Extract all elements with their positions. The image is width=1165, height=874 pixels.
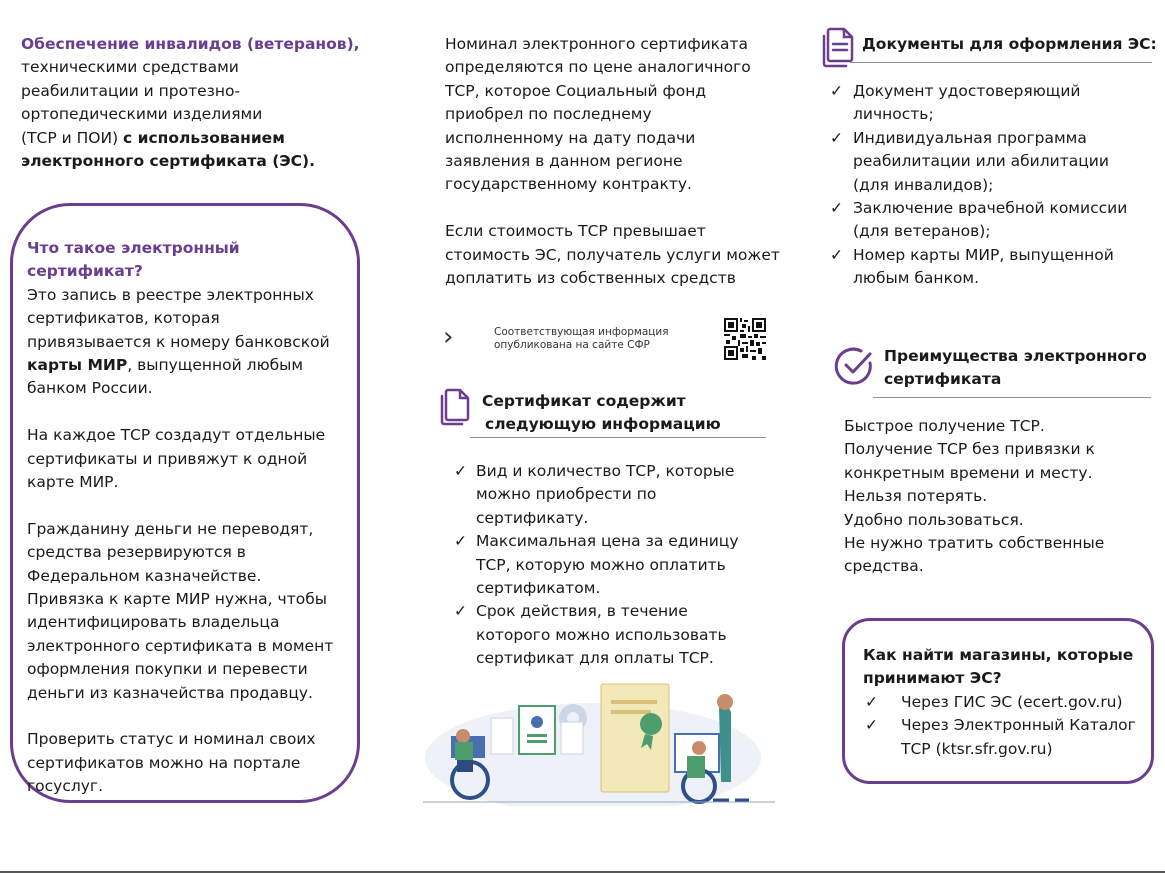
text-line: сертификатов можно на портале — [27, 753, 301, 772]
advantages-list — [844, 415, 1104, 579]
list-item-line: Вид и количество ТСР, которые — [476, 462, 735, 480]
shop-source-item — [865, 714, 1148, 761]
document-item — [830, 244, 1150, 291]
heading-line: сертификата — [884, 370, 1002, 389]
text-line: средства резервируются в — [27, 543, 246, 562]
advantage-line: Быстрое получение ТСР. — [844, 417, 1045, 435]
advantage-line: средства. — [844, 557, 924, 576]
text-line: идентифицировать владельца — [27, 613, 280, 632]
documents-list — [830, 80, 1150, 291]
list-item-line: Заключение врачебной комиссии — [853, 199, 1128, 218]
intro-bold: с использованием — [123, 128, 285, 147]
list-item-line: (для ветеранов); — [853, 222, 991, 241]
text-line: оформления покупки и перевести — [27, 660, 308, 679]
check-icon: ✓ — [454, 532, 467, 551]
advantage-line: Нельзя потерять. — [844, 487, 988, 506]
text-line: привязывается к номеру банковской — [27, 332, 330, 351]
text-line: Номинал электронного сертификата — [445, 35, 749, 53]
text-line: Федеральном казначействе. — [27, 566, 262, 585]
text-line: сертификаты и привяжут к одной — [27, 449, 308, 468]
text-line: карте МИР. — [27, 473, 119, 492]
what-is-certificate-text — [27, 237, 357, 799]
text-line: Если стоимость ТСР превышает — [445, 222, 706, 241]
cert-info-item — [454, 460, 784, 530]
text-line: Гражданину деньги не переводят, — [27, 519, 314, 538]
advantage-line: конкретным времени и месту. — [844, 463, 1093, 482]
list-item-line: сертификат для оплаты ТСР. — [476, 649, 714, 668]
check-icon: ✓ — [830, 82, 843, 100]
list-item-line: которого можно использовать — [476, 625, 727, 644]
intro-block — [21, 33, 360, 173]
intro-title: Обеспечение инвалидов (ветеранов), — [21, 35, 360, 53]
check-icon: ✓ — [454, 602, 467, 621]
text-line: приобрел по последнему — [445, 105, 652, 124]
document-item — [830, 127, 1150, 197]
list-item-line: реабилитации или абилитации — [853, 152, 1109, 171]
box-heading-line: принимают ЭС? — [863, 669, 1002, 688]
heading-line: следующую информацию — [485, 415, 721, 434]
cert-info-list — [454, 460, 784, 671]
note-line: опубликована на сайте СФР — [494, 339, 650, 351]
intro-line: ортопедическими изделиями — [21, 105, 263, 124]
advantage-line: Не нужно тратить собственные — [844, 534, 1105, 553]
text-line: Привязка к карте МИР нужна, чтобы — [27, 590, 328, 609]
divider — [470, 437, 766, 438]
docs-heading: Документы для оформления ЭС: — [862, 35, 1157, 53]
text-line: Это запись в реестре электронных — [27, 285, 314, 304]
documents-icon — [439, 388, 471, 426]
shop-source-item — [865, 691, 1148, 714]
list-item-line: Номер карты МИР, выпущенной — [853, 245, 1114, 264]
intro-line: реабилитации и протезно- — [21, 81, 241, 100]
text-line: государственному контракту. — [445, 175, 692, 194]
list-item-line: ТСР, которую можно оплатить — [476, 555, 726, 574]
list-item-line: Через ГИС ЭС (ecert.gov.ru) — [901, 692, 1123, 711]
check-icon: ✓ — [830, 128, 843, 147]
check-icon: ✓ — [865, 692, 878, 711]
advantage-line: Удобно пользоваться. — [844, 510, 1024, 529]
advantages-heading — [884, 345, 1147, 392]
text-line: определяются по цене аналогичного — [445, 58, 751, 77]
heading-line: Сертификат содержит — [482, 392, 686, 410]
intro-line-bold: электронного сертификата (ЭС). — [21, 152, 316, 171]
note-line: Соответствующая информация — [494, 326, 669, 338]
heading-line: Преимущества электронного — [884, 347, 1147, 365]
text-line: На каждое ТСР создадут отдельные — [27, 426, 326, 445]
text-line: банком России. — [27, 379, 153, 398]
illustration — [423, 678, 775, 806]
intro-text: (ТСР и ПОИ) — [21, 128, 124, 147]
box-heading-line: Как найти магазины, которые — [863, 646, 1134, 664]
intro-line — [21, 127, 360, 150]
mir-card-bold: карты МИР — [27, 356, 128, 375]
list-item-line: сертификатом. — [476, 579, 601, 598]
list-item-line: Через Электронный Каталог — [901, 716, 1136, 735]
check-icon: ✓ — [830, 199, 843, 218]
text-line: исполненному на дату подачи — [445, 128, 696, 147]
check-icon: ✓ — [454, 462, 467, 480]
text-line: заявления в данном регионе — [445, 152, 683, 171]
list-item-line: любым банком. — [853, 269, 980, 288]
list-item-line: Документ удостоверяющий — [853, 82, 1081, 100]
text-line: стоимость ЭС, получатель услуги может — [445, 245, 780, 264]
cert-contains-heading — [482, 390, 721, 437]
text-line: Проверить статус и номинал своих — [27, 730, 316, 749]
document-item — [830, 197, 1150, 244]
find-shops-content — [863, 644, 1148, 761]
text-line: доплатить из собственных средств — [445, 269, 736, 288]
check-icon: ✓ — [830, 245, 843, 264]
document-item — [830, 80, 1150, 127]
cert-info-item — [454, 530, 784, 600]
check-icon: ✓ — [865, 716, 878, 735]
divider — [850, 62, 1152, 63]
divider — [873, 397, 1151, 398]
qr-code[interactable] — [724, 318, 766, 360]
box-heading: Что такое электронный сертификат? — [27, 239, 240, 281]
check-circle-icon — [833, 345, 875, 387]
text-part: , выпущенной любым — [127, 356, 304, 375]
list-item-line: ТСР (ktsr.sfr.gov.ru) — [901, 739, 1053, 758]
intro-line: техническими средствами — [21, 58, 239, 77]
text-line: деньги из казначейства продавцу. — [27, 683, 313, 702]
sfr-info-note — [494, 326, 669, 352]
list-item-line: личность; — [853, 105, 934, 124]
info-arrow-icon: › — [443, 322, 454, 352]
list-item-line: Индивидуальная программа — [853, 128, 1087, 147]
list-item-line: сертификату. — [476, 508, 589, 527]
advantage-line: Получение ТСР без привязки к — [844, 440, 1095, 459]
text-line — [27, 354, 357, 377]
shops-list — [865, 691, 1148, 761]
page-bottom-border — [0, 871, 1165, 873]
cert-info-item — [454, 600, 784, 670]
text-line: электронного сертификата в момент — [27, 636, 334, 655]
text-line: сертификатов, которая — [27, 309, 220, 328]
nominal-text — [445, 33, 780, 290]
list-item-line: (для инвалидов); — [853, 175, 994, 194]
list-item-line: Срок действия, в течение — [476, 602, 688, 621]
list-item-line: Максимальная цена за единицу — [476, 532, 739, 551]
text-line: ТСР, которое Социальный фонд — [445, 81, 707, 100]
list-item-line: можно приобрести по — [476, 485, 657, 504]
text-line: госуслуг. — [27, 777, 103, 796]
